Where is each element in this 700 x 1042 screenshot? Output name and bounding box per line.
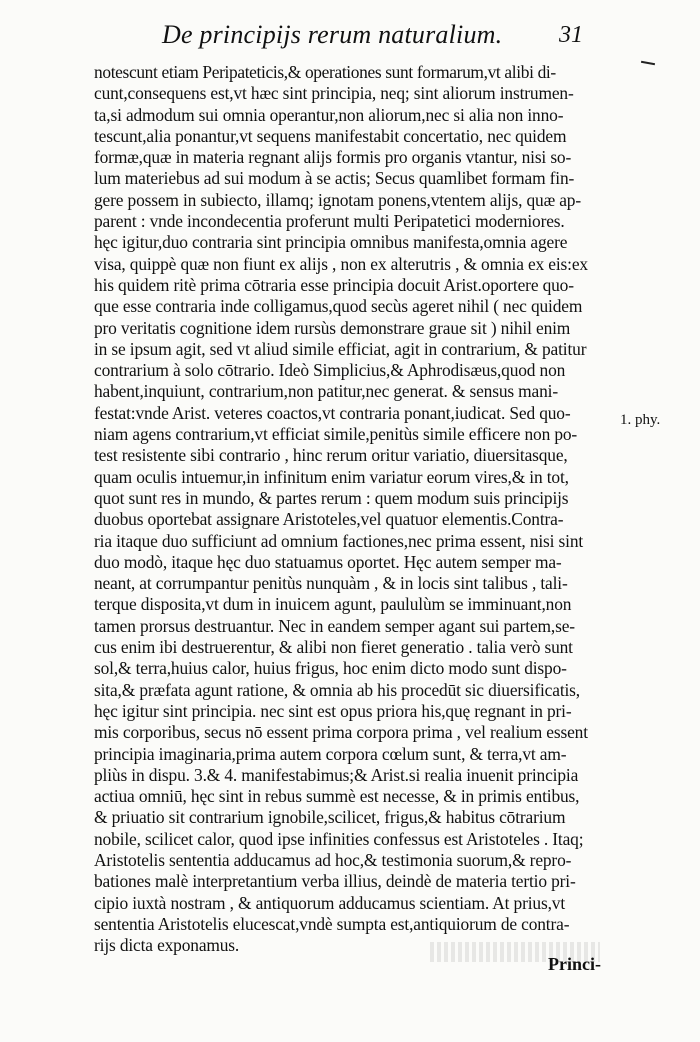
page-number: 31	[559, 22, 583, 48]
text-line: visa, quippè quæ non fiunt ex alijs , non ex alterutris , & omnia ex eis:ex	[94, 253, 588, 274]
text-line: festat:vnde Arist. veteres coactos,vt contraria ponant,iudicat. Sed quo-	[94, 402, 571, 423]
text-line: pliùs in dispu. 3.& 4. manifestabimus;& Arist.si realia inuenit principia	[94, 764, 579, 785]
text-line: nobile, scilicet calor, quod ipse infinities confessus est Aristoteles . Itaq;	[94, 828, 584, 849]
text-line: hęc igitur sint principia. nec sint est opus priora his,quę regnant in pri-	[94, 700, 572, 721]
text-line: sententia Aristotelis elucescat,vndè sumpta est,antiquiorum de contra-	[94, 913, 570, 934]
text-line: mis corporibus, secus nō essent prima corpora prima , vel realium essent	[94, 722, 588, 743]
text-line: in se ipsum agit, sed vt aliud simile efficiat, agit in contrarium, & patitur	[94, 338, 587, 359]
text-line: pro veritatis cognitione idem rursùs demonstrare graue sit ) nihil enim	[94, 317, 571, 338]
page-header	[0, 14, 700, 58]
text-line: ta,si admodum sui omnia operantur,non aliorum,nec si alia non inno-	[94, 104, 564, 125]
text-line: gere possem in subiecto, illamq; ignotam ponens,vtentem alijs, quæ ap-	[94, 189, 581, 210]
text-line: neant, at corrumpantur penitùs nunquàm , & in locis sint talibus , tali-	[94, 573, 568, 594]
text-line: quam oculis intuemur,in infinitum enim variatur eorum vires,& in tot,	[94, 466, 569, 487]
text-line: contrarium à solo cōtrario. Ideò Simplicius,& Aphrodisæus,quod non	[94, 360, 566, 381]
text-line: sol,& terra,huius calor, huius frigus, hoc enim dicto modo sunt dispo-	[94, 658, 567, 679]
text-line: parent : vnde incondecentia proferunt multi Peripatetici moderniores.	[94, 211, 565, 232]
text-line: terque disposita,vt dum in inuicem agunt, paululùm se imminuant,non	[94, 594, 572, 615]
text-line: rijs dicta exponamus.	[94, 935, 240, 956]
text-line: hęc igitur,duo contraria sint principia omnibus manifesta,omnia agere	[94, 232, 568, 253]
text-line: duo modò, itaque hęc duo statuamus oportet. Hęc autem semper ma-	[94, 551, 562, 572]
text-line: Aristotelis sententia adducamus ad hoc,& testimonia suorum,& repro-	[94, 849, 572, 870]
text-line: niam agens contrarium,vt efficiat simile,penitùs simile efficere non po-	[94, 424, 578, 445]
text-line: formæ,quæ in materia regnant alijs formis pro organis vtantur, nisi so-	[94, 147, 572, 168]
text-line: cunt,consequens est,vt hæc sint principia, neq; sint aliorum instrumen-	[94, 83, 574, 104]
text-line: duobus oportebat assignare Aristoteles,vel quatuor elementis.Contra-	[94, 509, 564, 530]
text-line: principia imaginaria,prima autem corpora cœlum sunt, & terra,vt am-	[94, 743, 567, 764]
text-line: habent,inquiunt, contrarium,non patitur,nec generat. & sensus mani-	[94, 381, 558, 402]
body-text	[94, 62, 612, 956]
running-title: De principijs rerum naturalium.	[162, 20, 503, 49]
text-line: cus enim ibi destruerentur, & alibi non fieret generatio . talia verò sunt	[94, 637, 573, 658]
text-line: & priuatio sit contrarium ignobile,scilicet, frigus,& habitus cōtrarium	[94, 807, 566, 828]
text-line: actiua omniū, hęc sint in rebus summè est necesse, & in primis entibus,	[94, 786, 580, 807]
text-line: quot sunt res in mundo, & partes rerum : quem modum suis principijs	[94, 487, 569, 508]
text-line: tescunt,alia ponantur,vt sequens manifestabit concertatio, nec quidem	[94, 125, 567, 146]
text-line: sita,& præfata agunt ratione, & omnia ab his procedūt sic diuersificatis,	[94, 679, 580, 700]
text-line: lum materiebus ad sui modum à se actis; Secus quamlibet formam fin-	[94, 168, 575, 189]
text-line: notescunt etiam Peripateticis,& operationes sunt formarum,vt alibi di-	[94, 62, 556, 82]
catchword: Princi-	[548, 954, 601, 974]
marginal-note: 1. phy.	[620, 412, 661, 428]
text-line: his quidem ritè prima cōtraria esse principia docuit Arist.oportere quo-	[94, 274, 574, 295]
margin-mark	[641, 61, 655, 65]
text-line: cipio iuxtà nostram , & antiquorum adducamus scientiam. At prius,vt	[94, 892, 566, 913]
text-line: ria itaque duo sufficiunt ad omnium factiones,nec prima essent, nisi sint	[94, 530, 584, 551]
text-line: test resistente sibi contrario , hinc rerum oritur variatio, diuersitasque,	[94, 445, 568, 466]
text-line: que esse contraria inde colligamus,quod secùs ageret nihil ( nec quidem	[94, 296, 583, 317]
text-line: tamen prorsus destruantur. Nec in eandem semper agant sui partem,se-	[94, 615, 575, 636]
text-line: bationes malè interpretantium verba illius, deindè de materia tertio pri-	[94, 871, 576, 892]
